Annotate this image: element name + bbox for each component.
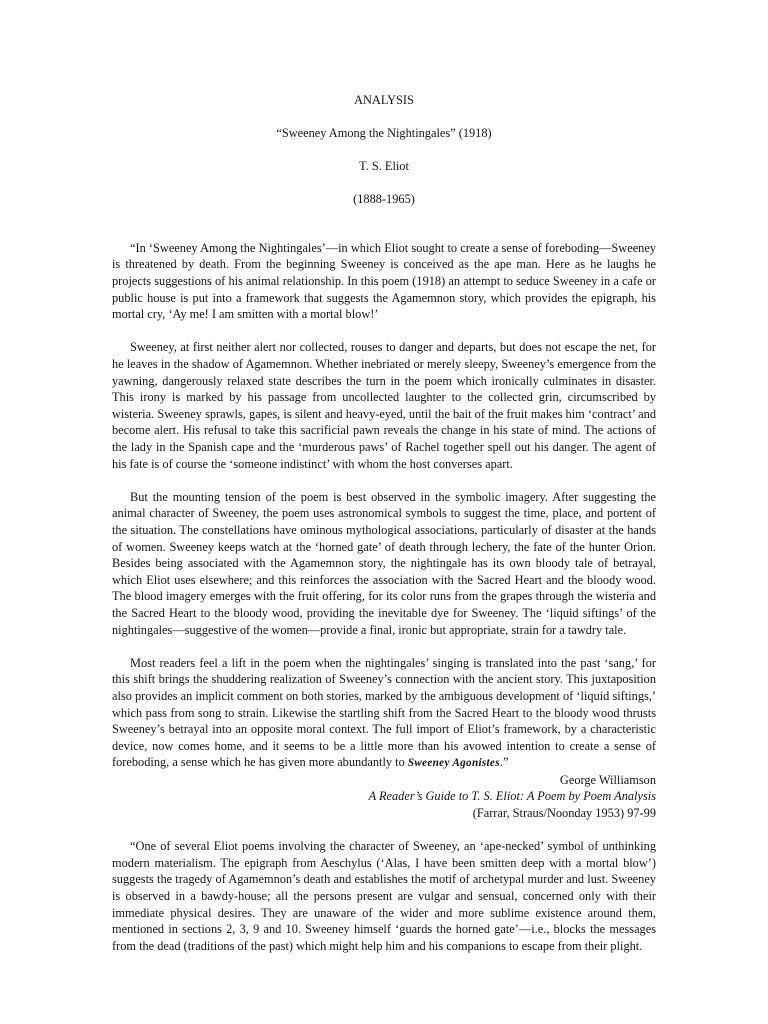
author-name: T. S. Eliot: [359, 159, 409, 174]
citation-name: George Williamson: [559, 772, 656, 787]
paragraph-2: Sweeney, at first neither alert nor collected, rouses to danger and departs, but does not escape the net, for he leaves in the shadow of Agamemnon. Whether inebriated or merely sleepy, Sweeney’s emergence from the yawning, dangerously relaxed state describes the turn in the poem which ironically culminates in disaster. This irony is marked by his passage from uncollected laughter to the collected grin, circumscribed by wisteria. Sweeney sprawls, gapes, is silent and heavy-eyed, until the bait of the fruit makes him ‘contract’ and become alert. His refusal to take this sacrificial pawn reveals the change in his state of mind. The actions of the lady in the Spanish cape and the ‘murderous paws’ of Rachel together spell out his danger. The agent of his fate is of course the ‘someone indistinct’ with whom the host converses apart.: [112, 340, 656, 471]
paragraph-5: “One of several Eliot poems involving the character of Sweeney, an ‘ape-necked’ symbol of unthinking modern materialism. The epigraph from Aeschylus (‘Alas, I have been smitten deep with a mortal blow’) suggests the tragedy of Agamemnon’s death and establishes the motif of archetypal murder and lust. Sweeney is observed in a bawdy-house; all the persons present are vulgar and sensual, concerned only with their immediate physical desires. They are unaware of the wider and more sublime existence around them, mentioned in sections 2, 3, 9 and 10. Sweeney himself ‘guards the horned gate’—i.e., blocks the messages from the dead (traditions of the past) which might help him and his companions to escape from their plight.: [112, 839, 656, 953]
paragraph-4-end: .”: [499, 755, 509, 770]
poem-title: “Sweeney Among the Nightingales” (1918): [276, 126, 492, 141]
paragraph-4-title: Sweeney Agonistes: [407, 757, 500, 770]
author-dates: (1888-1965): [353, 192, 415, 207]
paragraph-4: [112, 655, 656, 772]
document-heading: ANALYSIS: [354, 93, 414, 107]
citation-publisher: (Farrar, Straus/Noonday 1953) 97-99: [472, 806, 656, 821]
citation-book: A Reader’s Guide to T. S. Eliot: A Poem by Poem Analysis: [368, 789, 656, 804]
paragraph-1: “In ‘Sweeney Among the Nightingales’—in which Eliot sought to create a sense of foreboding—Sweeney is threatened by death. From the beginning Sweeney is conceived as the ape man. Here as he laughs he projects suggestions of his animal relationship. In this poem (1918) an attempt to seduce Sweeney in a cafe or public house is put into a framework that suggests the Agamemnon story, which provides the epigraph, his mortal cry, ‘Ay me! I am smitten with a mortal blow!’: [112, 240, 656, 322]
paragraph-4-text: Most readers feel a lift in the poem when the nightingales’ singing is translated into the past ‘sang,’ for this shift brings the shuddering realization of Sweeney’s connection with the ancient story. This juxtaposition also provides an implicit comment on both stories, marked by the ambiguous development of ‘liquid siftings,’ which pass from song to strain. Likewise the startling shift from the Sacred Heart to the bloody wood thrusts Sweeney’s betrayal into an opposite moral context. The full import of Eliot’s framework, by a characteristic device, now comes home, and it seems to be a little more than his avowed intention to create a sense of foreboding, a sense which he has given more abundantly to: [112, 655, 656, 770]
paragraph-3: But the mounting tension of the poem is best observed in the symbolic imagery. After suggesting the animal character of Sweeney, the poem uses astronomical symbols to suggest the time, place, and portent of the situation. The constellations have ominous mythological associations, particularly of disaster at the hands of women. Sweeney keeps watch at the ‘horned gate’ of death through lechery, the fate of the hunter Orion. Besides being associated with the Agamemnon story, the nightingale has its own bloody tale of betrayal, which Eliot uses elsewhere; and this reinforces the association with the Sacred Heart and the bloody wood. The blood imagery emerges with the fruit offering, for its color runs from the grapes through the wisteria and the Sacred Heart to the bloody wood, providing the inevitable dye for Sweeney. The ‘liquid siftings’ of the nightingales—suggestive of the women—provide a final, ironic but appropriate, strain for a tawdry tale.: [112, 489, 656, 637]
citation-block: [112, 772, 656, 822]
